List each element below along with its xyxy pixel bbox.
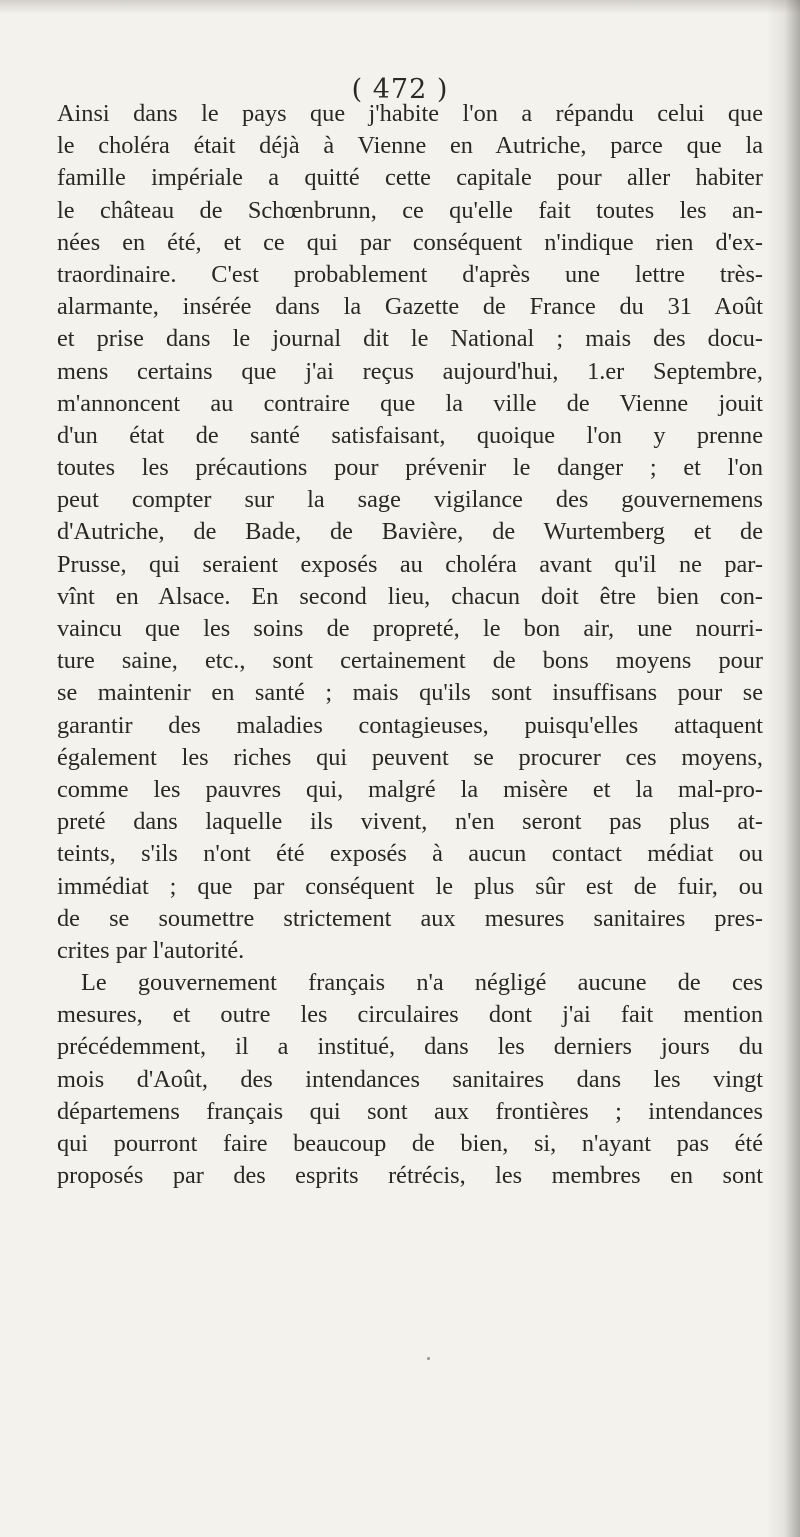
- text-line: également les riches qui peuvent se procurer ces moyens,: [57, 743, 763, 771]
- text-line: Ainsi dans le pays que j'habite l'on a répandu celui que: [57, 100, 763, 127]
- text-line: teints, s'ils n'ont été exposés à aucun contact médiat ou: [57, 840, 763, 868]
- text-line: vaincu que les soins de propreté, le bon air, une nourri-: [57, 615, 763, 642]
- text-line: et prise dans le journal dit le National ; mais des docu-: [57, 325, 763, 353]
- text-line: m'annoncent au contraire que la ville de Vienne jouit: [57, 389, 763, 417]
- text-line: d'un état de santé satisfaisant, quoique l'on y prenne: [57, 421, 763, 449]
- text-line: de se soumettre strictement aux mesures sanitaires pres-: [57, 904, 763, 932]
- text-line: précédemment, il a institué, dans les derniers jours du: [57, 1033, 763, 1061]
- text-line: toutes les précautions pour prévenir le danger ; et l'on: [57, 454, 763, 482]
- text-line: se maintenir en santé ; mais qu'ils sont insuffisans pour se: [57, 679, 763, 707]
- text-line: qui pourront faire beaucoup de bien, si, n'ayant pas été: [57, 1130, 763, 1157]
- text-line: preté dans laquelle ils vivent, n'en seront pas plus at-: [57, 808, 763, 836]
- text-line: Prusse, qui seraient exposés au choléra avant qu'il ne par-: [57, 550, 763, 578]
- text-line: traordinaire. C'est probablement d'après une lettre très-: [57, 260, 763, 288]
- text-line: vînt en Alsace. En second lieu, chacun doit être bien con-: [57, 582, 763, 610]
- text-line-paragraph-end: crites par l'autorité.: [57, 936, 245, 964]
- text-line: le château de Schœnbrunn, ce qu'elle fait toutes les an-: [57, 196, 763, 224]
- text-line: nées en été, et ce qui par conséquent n'indique rien d'ex-: [57, 228, 763, 256]
- text-line: ture saine, etc., sont certainement de bons moyens pour: [57, 647, 763, 675]
- text-line: mesures, et outre les circulaires dont j'ai fait mention: [57, 1001, 763, 1029]
- body-text: [57, 98, 763, 1192]
- text-line: garantir des maladies contagieuses, puisqu'elles attaquent: [57, 711, 763, 739]
- text-line-paragraph-start: Le gouvernement français n'a négligé aucune de ces: [81, 969, 763, 997]
- text-line: immédiat ; que par conséquent le plus sûr est de fuir, ou: [57, 872, 763, 900]
- text-line: d'Autriche, de Bade, de Bavière, de Wurtemberg et de: [57, 518, 763, 546]
- text-line: comme les pauvres qui, malgré la misère et la mal-pro-: [57, 775, 763, 803]
- text-line: peut compter sur la sage vigilance des gouvernemens: [57, 486, 763, 514]
- text-line: mens certains que j'ai reçus aujourd'hui, 1.er Septembre,: [57, 357, 763, 385]
- text-line: le choléra était déjà à Vienne en Autriche, parce que la: [57, 132, 763, 160]
- text-line: famille impériale a quitté cette capitale pour aller habiter: [57, 164, 763, 192]
- top-edge-shadow: [0, 0, 800, 14]
- paper-speck: [427, 1357, 430, 1360]
- text-line: départemens français qui sont aux frontières ; intendances: [57, 1097, 763, 1125]
- text-line: proposés par des esprits rétrécis, les membres en sont: [57, 1162, 763, 1190]
- binding-edge-shadow: [766, 0, 800, 1537]
- text-line: alarmante, insérée dans la Gazette de France du 31 Août: [57, 293, 763, 321]
- text-line: mois d'Août, des intendances sanitaires dans les vingt: [57, 1065, 763, 1093]
- page-number: ( 472 ): [351, 74, 449, 105]
